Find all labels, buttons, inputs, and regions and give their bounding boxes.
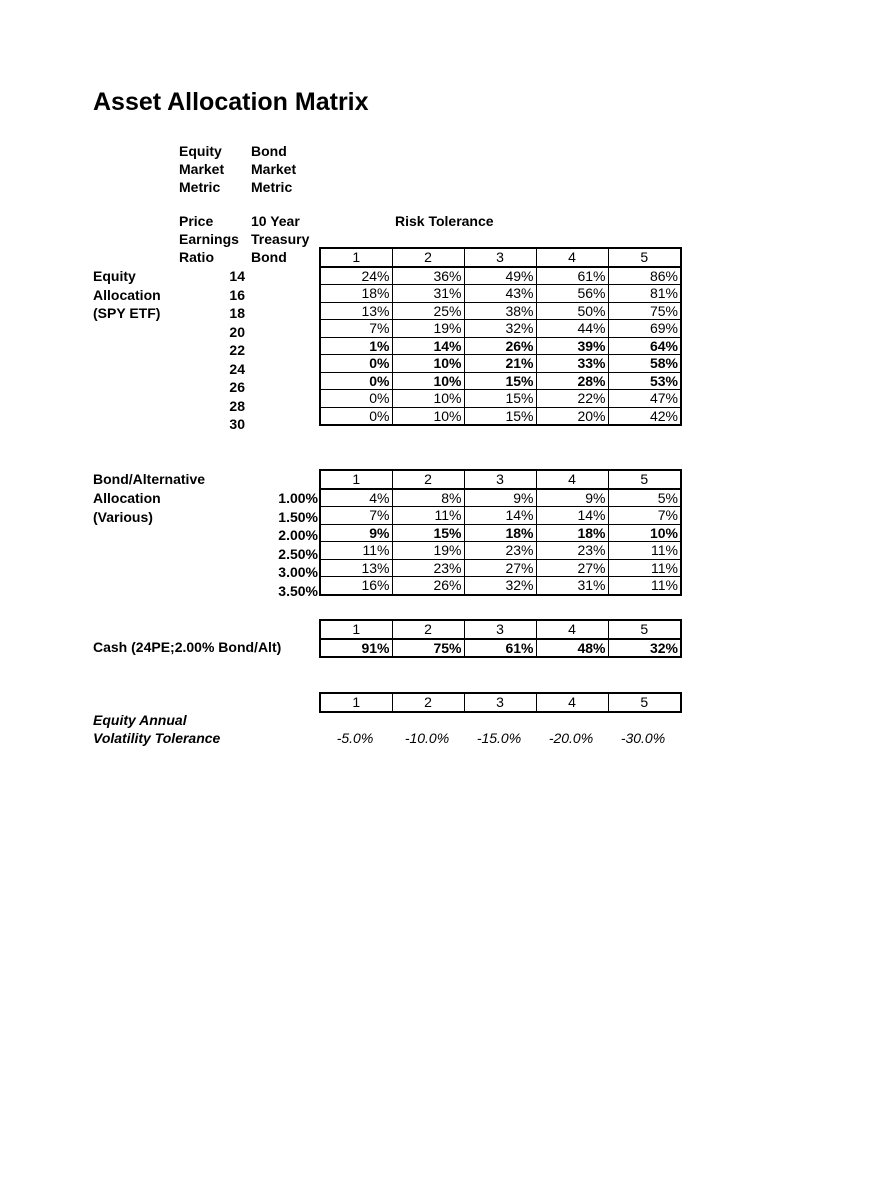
cell: 15%: [464, 390, 536, 408]
cell: 9%: [536, 489, 608, 507]
risk-level: 4: [536, 470, 608, 489]
treasury-bond-header: 10 Year Treasury Bond: [251, 213, 310, 265]
table-row: [320, 542, 681, 560]
cell: 15%: [392, 524, 464, 542]
risk-level: 1: [320, 248, 392, 267]
cell: 91%: [320, 639, 392, 658]
cell: 15%: [464, 407, 536, 425]
pe-value: 22: [229, 342, 245, 358]
cell: 10%: [392, 407, 464, 425]
table-row: [320, 372, 681, 390]
risk-level: 1: [320, 470, 392, 489]
cell: 38%: [464, 302, 536, 320]
cell: 9%: [320, 524, 392, 542]
bond-rate-column: [262, 489, 318, 600]
page-title: Asset Allocation Matrix: [93, 88, 369, 116]
cell: 18%: [536, 524, 608, 542]
volatility-value: -15.0%: [476, 730, 522, 746]
risk-level: 1: [320, 693, 392, 712]
cell: 5%: [608, 489, 681, 507]
risk-level: 3: [464, 470, 536, 489]
pe-ratio-header: Price Earnings Ratio: [179, 213, 239, 265]
cash-table: [319, 619, 682, 658]
pe-ratio-column: [205, 267, 245, 434]
cell: 28%: [536, 372, 608, 390]
cell: 42%: [608, 407, 681, 425]
cell: 1%: [320, 337, 392, 355]
equity-allocation-label: Equity Allocation (SPY ETF): [93, 268, 161, 321]
cell: 11%: [608, 559, 681, 577]
cell: 26%: [392, 577, 464, 595]
cash-label: Cash (24PE;2.00% Bond/Alt): [93, 639, 282, 655]
table-row: [320, 507, 681, 525]
volatility-values: [319, 730, 680, 746]
risk-level: 4: [536, 620, 608, 639]
risk-level: 2: [392, 470, 464, 489]
volatility-value: -20.0%: [548, 730, 594, 746]
cell: 15%: [464, 372, 536, 390]
risk-level: 2: [392, 248, 464, 267]
risk-level: 5: [608, 470, 681, 489]
cell: 10%: [392, 390, 464, 408]
table-row: [320, 489, 681, 507]
cell: 39%: [536, 337, 608, 355]
cell: 48%: [536, 639, 608, 658]
equity-allocation-table: [319, 247, 682, 426]
table-row: [320, 577, 681, 595]
cell: 61%: [464, 639, 536, 658]
cell: 64%: [608, 337, 681, 355]
cell: 44%: [536, 320, 608, 338]
cell: 14%: [392, 337, 464, 355]
volatility-value: -5.0%: [336, 730, 374, 746]
table-row: [320, 559, 681, 577]
table-row: [320, 267, 681, 285]
cell: 13%: [320, 559, 392, 577]
cell: 49%: [464, 267, 536, 285]
cell: 50%: [536, 302, 608, 320]
bond-rate: 3.50%: [278, 582, 318, 599]
cell: 0%: [320, 390, 392, 408]
cell: 16%: [320, 577, 392, 595]
pe-value: 14: [229, 268, 245, 284]
cell: 20%: [536, 407, 608, 425]
risk-tolerance-header: Risk Tolerance: [395, 213, 494, 229]
cell: 23%: [464, 542, 536, 560]
cell: 61%: [536, 267, 608, 285]
cell: 11%: [392, 507, 464, 525]
cell: 7%: [320, 507, 392, 525]
cell: 23%: [536, 542, 608, 560]
cell: 21%: [464, 355, 536, 373]
pe-value: 26: [229, 379, 245, 395]
pe-value: 18: [229, 305, 245, 321]
cell: 32%: [608, 639, 681, 658]
risk-level: 4: [536, 248, 608, 267]
risk-level: 5: [608, 248, 681, 267]
cell: 31%: [536, 577, 608, 595]
cell: 69%: [608, 320, 681, 338]
cell: 19%: [392, 542, 464, 560]
cell: 26%: [464, 337, 536, 355]
cell: 9%: [464, 489, 536, 507]
risk-level: 3: [464, 248, 536, 267]
cell: 86%: [608, 267, 681, 285]
table-row: [320, 390, 681, 408]
risk-level: 5: [608, 693, 681, 712]
bond-rate: 1.00%: [278, 490, 318, 506]
bond-rate: 2.50%: [278, 545, 318, 562]
cell: 32%: [464, 320, 536, 338]
cell: 13%: [320, 302, 392, 320]
cell: 4%: [320, 489, 392, 507]
table-row: [320, 355, 681, 373]
cell: 11%: [608, 542, 681, 560]
table-row: [320, 337, 681, 355]
cell: 23%: [392, 559, 464, 577]
cell: 10%: [392, 355, 464, 373]
pe-value: 30: [229, 416, 245, 432]
cell: 33%: [536, 355, 608, 373]
equity-metric-header: Equity Market Metric: [179, 143, 225, 195]
table-row: [320, 639, 681, 658]
cell: 81%: [608, 285, 681, 303]
cell: 31%: [392, 285, 464, 303]
cell: 14%: [464, 507, 536, 525]
cell: 10%: [392, 372, 464, 390]
cell: 18%: [320, 285, 392, 303]
cell: 14%: [536, 507, 608, 525]
cell: 22%: [536, 390, 608, 408]
risk-level-header-row: [320, 693, 681, 712]
risk-level-header-row: [320, 248, 681, 267]
cell: 36%: [392, 267, 464, 285]
cell: 11%: [320, 542, 392, 560]
cell: 53%: [608, 372, 681, 390]
bond-rate: 3.00%: [278, 564, 318, 580]
cell: 43%: [464, 285, 536, 303]
cell: 56%: [536, 285, 608, 303]
cell: 19%: [392, 320, 464, 338]
cell: 75%: [392, 639, 464, 658]
cell: 24%: [320, 267, 392, 285]
bond-rate: 1.50%: [278, 508, 318, 525]
table-row: [320, 407, 681, 425]
cell: 47%: [608, 390, 681, 408]
cell: 0%: [320, 355, 392, 373]
pe-value: 24: [229, 360, 245, 377]
pe-value: 20: [229, 323, 245, 340]
cell: 7%: [320, 320, 392, 338]
cell: 10%: [608, 524, 681, 542]
cell: 8%: [392, 489, 464, 507]
table-row: [320, 302, 681, 320]
table-row: [320, 524, 681, 542]
bond-allocation-label: Bond/Alternative Allocation (Various): [93, 471, 206, 525]
cell: 75%: [608, 302, 681, 320]
risk-level: 4: [536, 693, 608, 712]
volatility-value: -10.0%: [404, 730, 450, 746]
cell: 32%: [464, 577, 536, 595]
volatility-header-table: [319, 692, 682, 713]
cell: 7%: [608, 507, 681, 525]
risk-level-header-row: [320, 470, 681, 489]
cell: 0%: [320, 372, 392, 390]
cell: 18%: [464, 524, 536, 542]
cell: 27%: [536, 559, 608, 577]
bond-allocation-table: [319, 469, 682, 596]
volatility-value: -30.0%: [620, 730, 666, 746]
cell: 58%: [608, 355, 681, 373]
pe-value: 16: [229, 286, 245, 303]
risk-level: 2: [392, 693, 464, 712]
volatility-label: Equity Annual Volatility Tolerance: [93, 712, 221, 746]
table-row: [320, 320, 681, 338]
pe-value: 28: [229, 397, 245, 414]
risk-level: 2: [392, 620, 464, 639]
cell: 25%: [392, 302, 464, 320]
risk-level-header-row: [320, 620, 681, 639]
bond-rate: 2.00%: [278, 527, 318, 543]
risk-level: 1: [320, 620, 392, 639]
cell: 0%: [320, 407, 392, 425]
risk-level: 3: [464, 693, 536, 712]
table-row: [320, 285, 681, 303]
risk-level: 3: [464, 620, 536, 639]
cell: 27%: [464, 559, 536, 577]
risk-level: 5: [608, 620, 681, 639]
cell: 11%: [608, 577, 681, 595]
bond-metric-header: Bond Market Metric: [251, 143, 297, 195]
